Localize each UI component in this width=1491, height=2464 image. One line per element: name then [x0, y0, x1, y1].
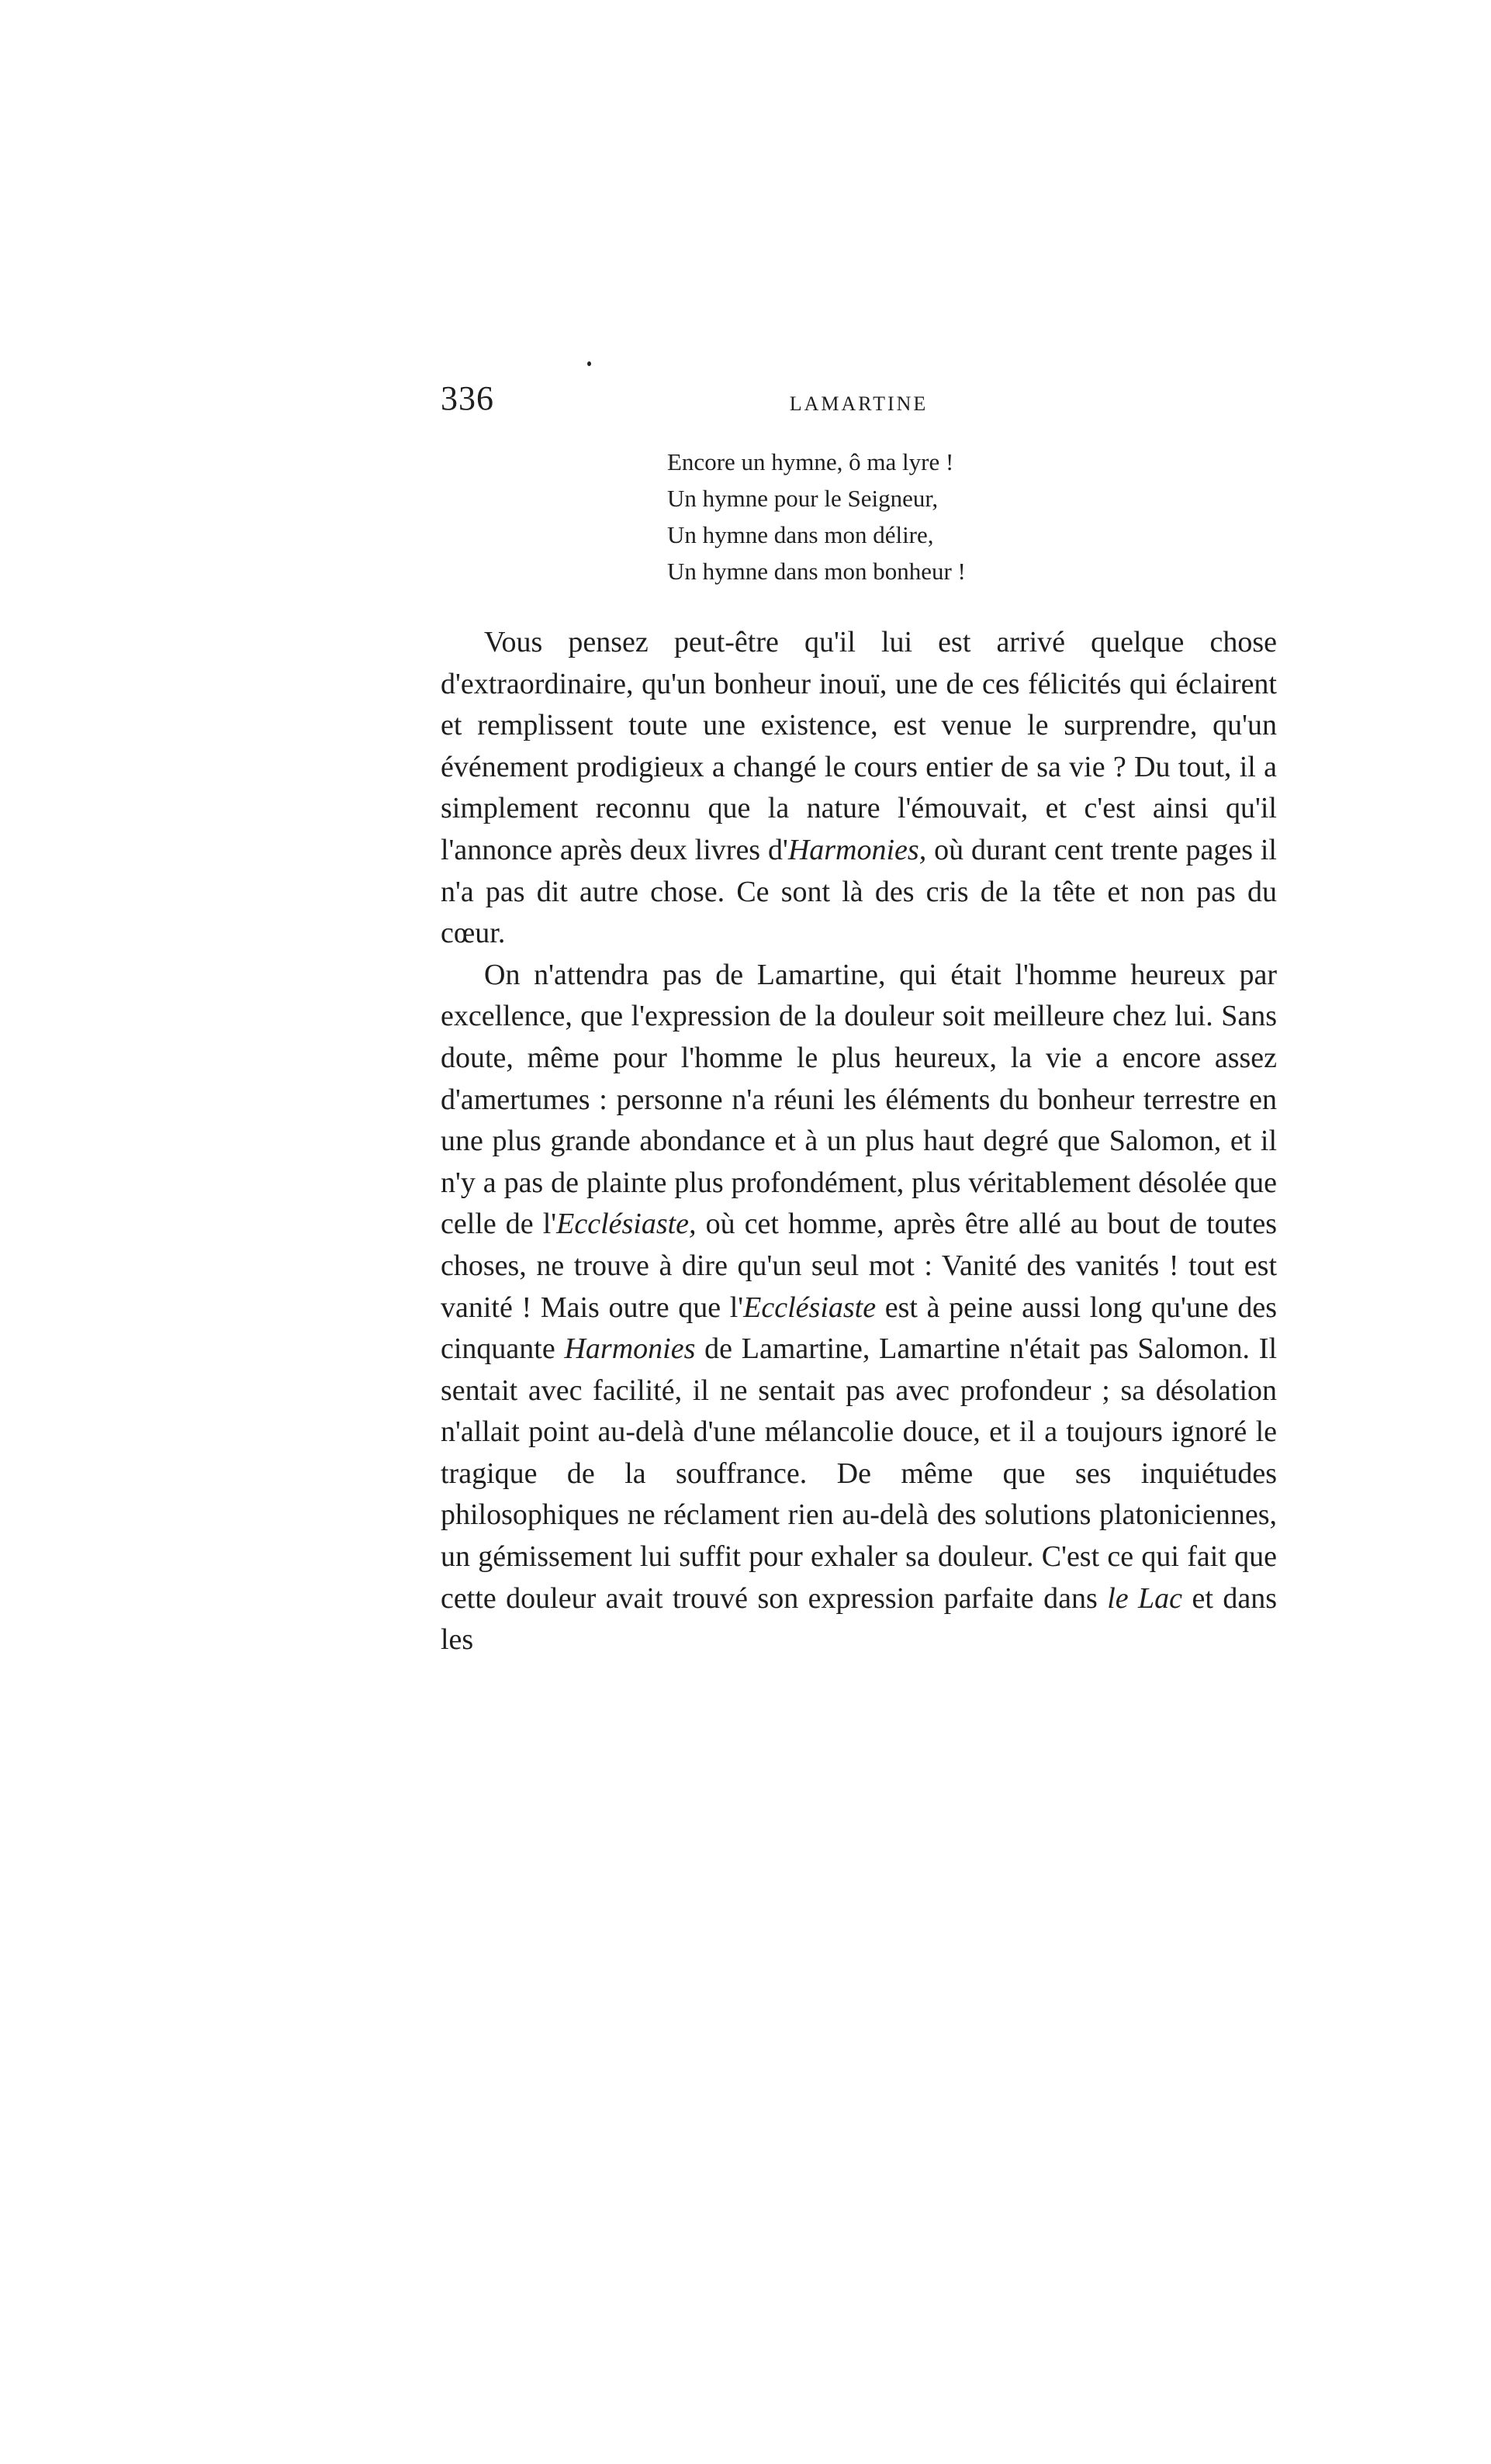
- italic-title: le Lac: [1107, 1581, 1183, 1615]
- poem-line: Un hymne dans mon bonheur !: [667, 558, 966, 585]
- text-segment: On n'attendra pas de Lamartine, qui était l'homme heureux par excellence, que l'expression de la douleur soit meilleure chez lui. Sans doute, même pour l'homme le plus heureux, la vie a encore assez d'amertumes : personne n'a réuni les éléments du bonheur terrestre en une plus grande abondance et à un plus haut degré que Salomon, et il n'y a pas de plainte plus profondément, plus véritablement désolée que celle de l': [441, 958, 1277, 1241]
- text-segment: Vous pensez peut-être qu'il lui est arrivé quelque chose d'extraordinaire, qu'un bonheur inouï, une de ces félicités qui éclairent et remplissent toute une existence, est venue le surprendre, qu'un événement prodigieux a changé le cours entier de sa vie ? Du tout, il a simplement reconnu que la nature l'émouvait, et c'est ainsi qu'il l'annonce après deux livres d': [441, 626, 1277, 866]
- italic-title: Ecclésiaste,: [556, 1208, 697, 1241]
- paragraph: [441, 622, 1277, 955]
- text-segment: est à peine aussi long qu'une des cinquante: [441, 1291, 1277, 1366]
- poem-excerpt: [667, 444, 1102, 589]
- poem-line: Un hymne dans mon délire,: [667, 521, 934, 548]
- italic-title: Ecclésiaste: [743, 1291, 877, 1324]
- page-header: [441, 378, 1277, 425]
- print-speck: [587, 361, 591, 366]
- text-segment: de Lamartine, Lamartine n'était pas Salomon. Il sentait avec facilité, il ne sentait pas avec profondeur ; sa désolation n'allait point au-delà d'une mélancolie douce, et il a toujours ignoré le tragique de la souffrance. De même que ses inquiétudes philosophiques ne réclament rien au-delà des solutions platoniciennes, un gémissement lui suffit pour exhaler sa douleur. C'est ce qui fait que cette douleur avait trouvé son expression parfaite dans: [441, 1332, 1277, 1615]
- italic-title: Harmonies,: [787, 833, 927, 866]
- page-number: 336: [441, 379, 494, 417]
- poem-line: Un hymne pour le Seigneur,: [667, 485, 939, 512]
- paragraph: [441, 955, 1277, 1661]
- text-segment: et dans les: [441, 1581, 1277, 1657]
- running-title: LAMARTINE: [789, 392, 929, 415]
- poem-line: Encore un hymne, ô ma lyre !: [667, 448, 954, 475]
- body-text: [441, 622, 1277, 1661]
- text-segment: où cet homme, après être allé au bout de toutes choses, ne trouve à dire qu'un seul mot : Vanité des vanités ! tout est vanité ! Mais outre que l': [441, 1208, 1277, 1324]
- italic-title: Harmonies: [564, 1332, 696, 1366]
- text-segment: où durant cent trente pages il n'a pas dit autre chose. Ce sont là des cris de la tête et non pas du cœur.: [441, 833, 1277, 950]
